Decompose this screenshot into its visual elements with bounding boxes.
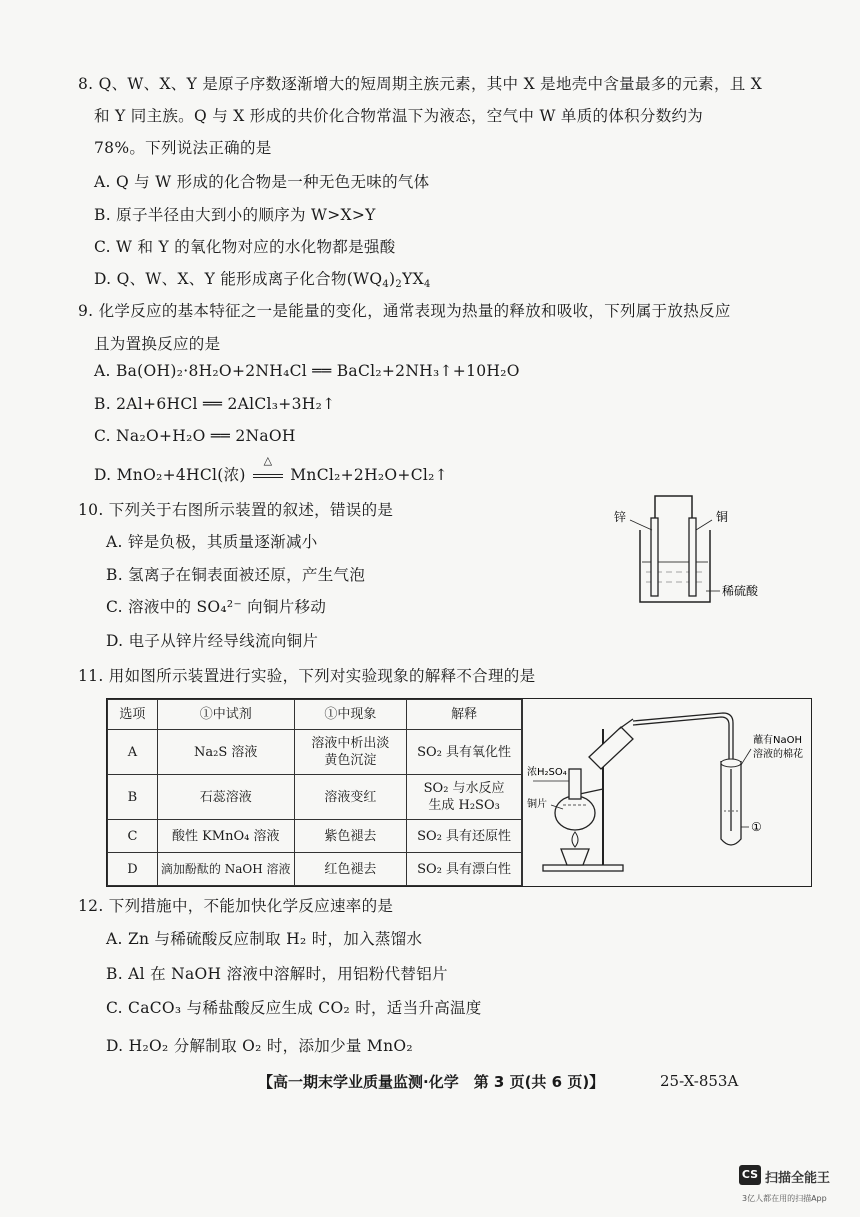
q10-option-a: A. 锌是负极，其质量逐渐减小 <box>106 533 318 551</box>
q8-option-c: C. W 和 Y 的氧化物对应的水化物都是强酸 <box>94 238 396 256</box>
table-cell: 溶液中析出淡 黄色沉淀 <box>294 730 407 775</box>
zinc-label: 锌 <box>613 510 626 524</box>
header-reagent: ①中试剂 <box>157 700 294 730</box>
so2-apparatus-diagram <box>523 699 809 884</box>
table-header-row <box>108 700 522 730</box>
q11-stem: 11. 用如图所示装置进行实验，下列对实验现象的解释不合理的是 <box>78 667 536 685</box>
q9-stem-line2: 且为置换反应的是 <box>94 335 221 353</box>
conc-sulfuric-acid-label: 浓H₂SO₄ <box>527 767 567 778</box>
q8-stem-line1: 8. Q、W、X、Y 是原子序数逐渐增大的短周期主族元素，其中 X 是地壳中含量最多的元素，且 X <box>78 75 763 93</box>
table-cell: B <box>108 775 158 820</box>
cotton-label-line2: 溶液的棉花 <box>753 749 803 760</box>
table-row <box>108 730 522 775</box>
galvanic-cell-diagram <box>600 490 800 620</box>
table-cell: A <box>108 730 158 775</box>
table-cell: 酸性 KMnO₄ 溶液 <box>157 820 294 853</box>
header-phenomenon: ①中现象 <box>294 700 407 730</box>
header-option: 选项 <box>108 700 158 730</box>
table-cell: C <box>108 820 158 853</box>
table-cell: D <box>108 853 158 886</box>
q12-option-d: D. H₂O₂ 分解制取 O₂ 时，添加少量 MnO₂ <box>106 1037 413 1055</box>
copper-sheet-label: 铜片 <box>527 799 547 810</box>
q12-option-c: C. CaCO₃ 与稀盐酸反应生成 CO₂ 时，适当升高温度 <box>106 999 482 1017</box>
table-cell: 红色褪去 <box>294 853 407 886</box>
page-footer-code: 25-X-853A <box>660 1072 739 1090</box>
q9-option-b: B. 2Al+6HCl ══ 2AlCl₃+3H₂↑ <box>94 395 336 413</box>
table-cell: 滴加酚酞的 NaOH 溶液 <box>157 853 294 886</box>
q9-option-d <box>94 454 448 485</box>
q8-option-d-part1: D. Q、W、X、Y 能形成离子化合物(WQ <box>94 270 383 288</box>
watermark-app-name: 扫描全能王 <box>765 1171 831 1186</box>
table-cell: SO₂ 具有氧化性 <box>407 730 522 775</box>
q9-option-c: C. Na₂O+H₂O ══ 2NaOH <box>94 427 296 445</box>
q8-stem-line3: 78%。下列说法正确的是 <box>94 139 272 157</box>
q8-option-d-part3: YX <box>402 270 424 288</box>
so2-apparatus-cell <box>522 699 812 886</box>
table-cell: 溶液变红 <box>294 775 407 820</box>
q11-table <box>106 698 812 887</box>
q10-stem: 10. 下列关于右图所示装置的叙述，错误的是 <box>78 501 394 519</box>
q10-option-c: C. 溶液中的 SO₄²⁻ 向铜片移动 <box>106 598 327 616</box>
q8-option-b: B. 原子半径由大到小的顺序为 W>X>Y <box>94 206 376 224</box>
table-cell: SO₂ 与水反应 生成 H₂SO₃ <box>407 775 522 820</box>
q9-stem-line1: 9. 化学反应的基本特征之一是能量的变化，通常表现为热量的释放和吸收，下列属于放热反应 <box>78 302 731 320</box>
copper-electrode <box>689 518 696 596</box>
q9-option-d-left: D. MnO₂+4HCl(浓) <box>94 466 246 484</box>
copper-label: 铜 <box>716 510 729 524</box>
camscanner-logo-icon: CS <box>739 1165 761 1185</box>
q12-option-b: B. Al 在 NaOH 溶液中溶解时，用铝粉代替铝片 <box>106 965 448 983</box>
q8-option-d-part2: ) <box>389 270 396 288</box>
q8-option-a: A. Q 与 W 形成的化合物是一种无色无味的气体 <box>94 173 430 191</box>
table-row <box>108 820 522 853</box>
q9-option-d-right: MnCl₂+2H₂O+Cl₂↑ <box>290 466 448 484</box>
table-row <box>108 853 522 886</box>
cotton-label-line1: 蘸有NaOH <box>753 735 802 746</box>
table-row <box>108 775 522 820</box>
dilute-sulfuric-acid-label: 稀硫酸 <box>722 584 759 598</box>
page-footer-title: 【高一期末学业质量监测·化学 第 3 页(共 6 页)】 <box>258 1073 605 1091</box>
table-cell: 石蕊溶液 <box>157 775 294 820</box>
table-cell: SO₂ 具有还原性 <box>407 820 522 853</box>
q8-stem-line2: 和 Y 同主族。Q 与 X 形成的共价化合物常温下为液态，空气中 W 单质的体积分数约为 <box>94 107 704 125</box>
q12-option-a: A. Zn 与稀硫酸反应制取 H₂ 时，加入蒸馏水 <box>106 930 423 948</box>
heating-condition-mark: △ <box>263 454 273 467</box>
table-cell: Na₂S 溶液 <box>157 730 294 775</box>
q8-option-d: D. Q、W、X、Y 能形成离子化合物$(WQ_4)_2YX_4$ <box>94 270 431 290</box>
q9-option-a: A. Ba(OH)₂·8H₂O+2NH₄Cl ══ BaCl₂+2NH₃↑+10H₂O <box>94 362 520 380</box>
watermark-tagline: 3亿人都在用的扫描App <box>742 1194 827 1203</box>
tube-marker-label: ① <box>751 820 762 834</box>
q12-stem: 12. 下列措施中，不能加快化学反应速率的是 <box>78 897 394 915</box>
q10-option-b: B. 氢离子在铜表面被还原，产生气泡 <box>106 566 366 584</box>
q10-option-d: D. 电子从锌片经导线流向铜片 <box>106 632 319 650</box>
table-cell: 紫色褪去 <box>294 820 407 853</box>
table-cell: SO₂ 具有漂白性 <box>407 853 522 886</box>
header-explanation: 解释 <box>407 700 522 730</box>
